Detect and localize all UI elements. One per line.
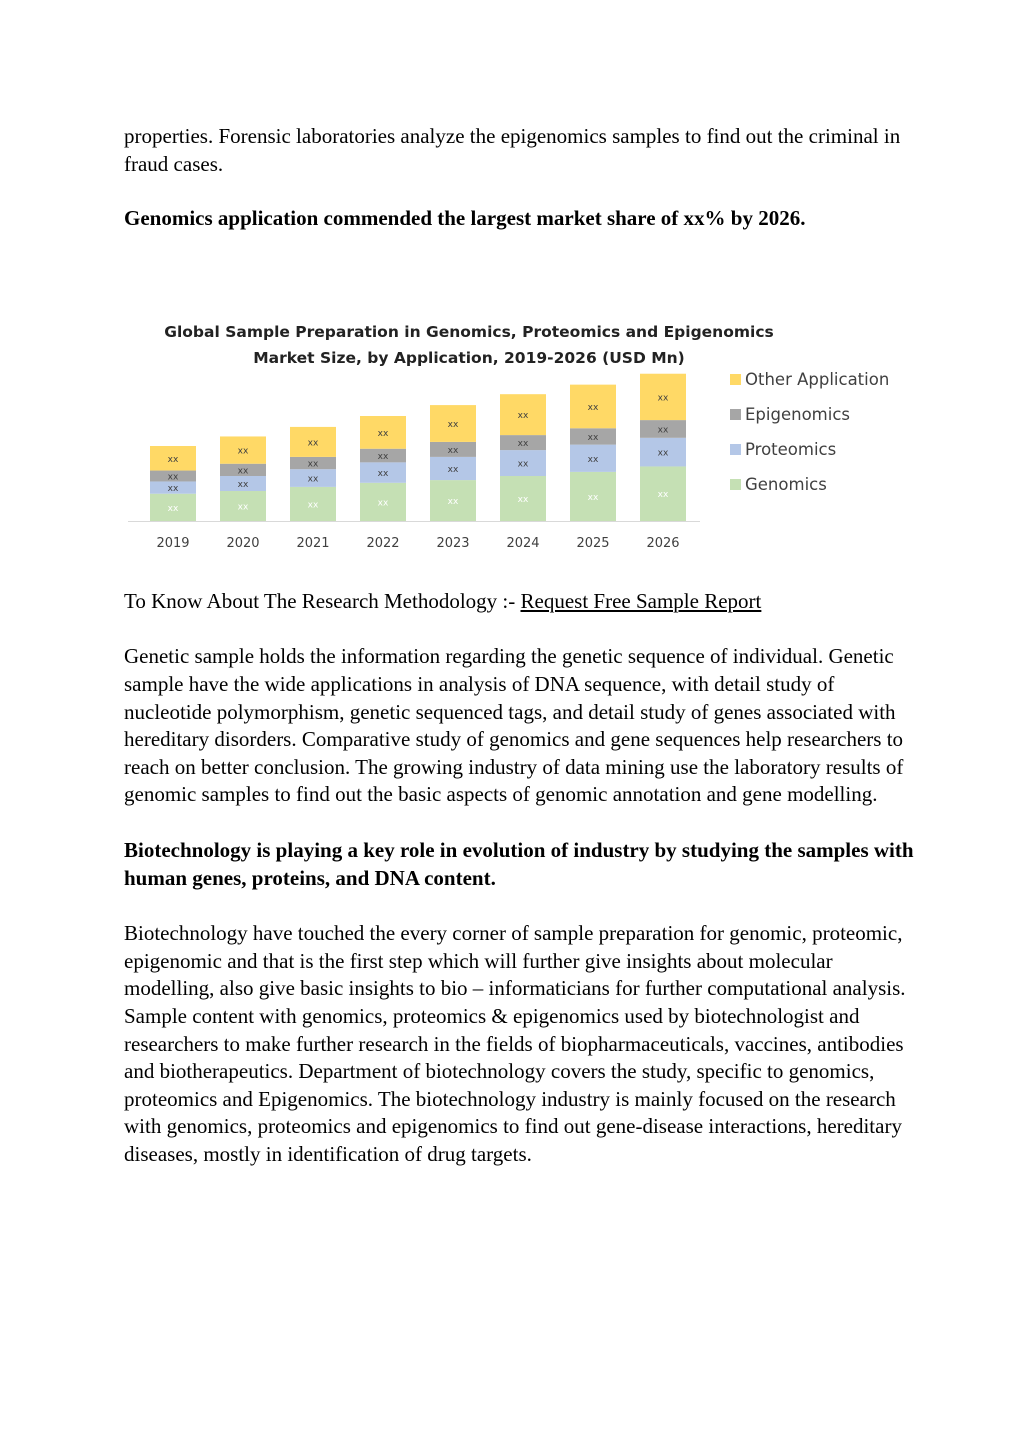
data-label: xx [657, 393, 669, 404]
legend-label: Other Application [745, 369, 890, 389]
data-label: xx [447, 496, 459, 507]
x-tick-label: 2024 [506, 535, 540, 551]
x-tick-label: 2019 [156, 535, 190, 551]
data-label: xx [307, 500, 319, 511]
data-label: xx [377, 468, 389, 479]
data-label: xx [587, 454, 599, 465]
x-tick-label: 2022 [366, 535, 400, 551]
data-label: xx [167, 454, 179, 465]
data-label: xx [517, 494, 529, 505]
legend-label: Genomics [745, 474, 827, 494]
chart-title-line: Global Sample Preparation in Genomics, Proteomics and Epigenomics [164, 322, 774, 341]
legend-swatch [730, 444, 741, 455]
data-label: xx [237, 502, 249, 513]
legend-label: Proteomics [745, 439, 837, 459]
data-label: xx [167, 503, 179, 514]
methodology-line [124, 588, 914, 616]
methodology-prefix: To Know About The Research Methodology :- [124, 588, 521, 613]
document-page [124, 123, 914, 1168]
request-sample-link[interactable]: Request Free Sample Report [520, 588, 762, 613]
legend-swatch [730, 479, 741, 490]
legend-swatch [730, 409, 741, 420]
genomics-heading: Genomics application commended the largest market share of xx% by 2026. [124, 206, 806, 231]
data-label: xx [657, 490, 669, 501]
data-label: xx [447, 464, 459, 475]
data-label: xx [377, 451, 389, 462]
data-label: xx [587, 432, 599, 443]
data-label: xx [517, 459, 529, 470]
data-label: xx [237, 466, 249, 477]
market-size-chart [124, 315, 914, 560]
data-label: xx [657, 425, 669, 436]
biotechnology-heading: Biotechnology is playing a key role in evolution of industry by studying the samples with human genes, proteins, and DNA content. [124, 837, 914, 890]
data-label: xx [377, 498, 389, 509]
data-label: xx [167, 472, 179, 483]
data-label: xx [517, 410, 529, 421]
biotechnology-paragraph: Biotechnology have touched the every corner of sample preparation for genomic, proteomic, epigenomic and that is the first step which will further give insights about molecular modelling, also give basic insights to bio – informaticians for further computational analysis. Sample content with genomics, proteomics & epigenomics used by biotechnologist and researchers to make further research in the fields of biopharmaceuticals, vaccines, antibodies and biotherapeutics. Department of biotechnology covers the study, specific to genomics, proteomics and Epigenomics. The biotechnology industry is mainly focused on the research with genomics, proteomics and epigenomics to find out gene-disease interactions, hereditary diseases, mostly in identification of drug targets. [124, 921, 906, 1166]
x-tick-label: 2025 [576, 535, 610, 551]
x-tick-label: 2020 [226, 535, 260, 551]
data-label: xx [447, 419, 459, 430]
data-label: xx [307, 459, 319, 470]
data-label: xx [657, 448, 669, 459]
data-label: xx [307, 438, 319, 449]
x-tick-label: 2026 [646, 535, 680, 551]
chart-svg [124, 315, 914, 560]
x-tick-label: 2023 [436, 535, 470, 551]
data-label: xx [587, 402, 599, 413]
legend-swatch [730, 374, 741, 385]
data-label: xx [587, 492, 599, 503]
data-label: xx [167, 483, 179, 494]
data-label: xx [237, 446, 249, 457]
chart-title-line: Market Size, by Application, 2019-2026 (USD Mn) [253, 348, 685, 367]
data-label: xx [377, 428, 389, 439]
x-tick-label: 2021 [296, 535, 330, 551]
data-label: xx [237, 479, 249, 490]
genetic-sample-paragraph: Genetic sample holds the information regarding the genetic sequence of individual. Genetic sample have the wide applications in analysis of DNA sequence, with detail study of nucleotide polymorphism, genetic sequenced tags, and detail study of genes associated with hereditary disorders. Comparative study of genomics and gene sequences help researchers to reach on better conclusion. The growing industry of data mining use the laboratory results of genomic samples to find out the basic aspects of genomic annotation and gene modelling. [124, 644, 904, 807]
legend-label: Epigenomics [745, 404, 850, 424]
data-label: xx [447, 445, 459, 456]
data-label: xx [307, 474, 319, 485]
data-label: xx [517, 438, 529, 449]
intro-paragraph: properties. Forensic laboratories analyze the epigenomics samples to find out the criminal in fraud cases. [124, 124, 901, 176]
